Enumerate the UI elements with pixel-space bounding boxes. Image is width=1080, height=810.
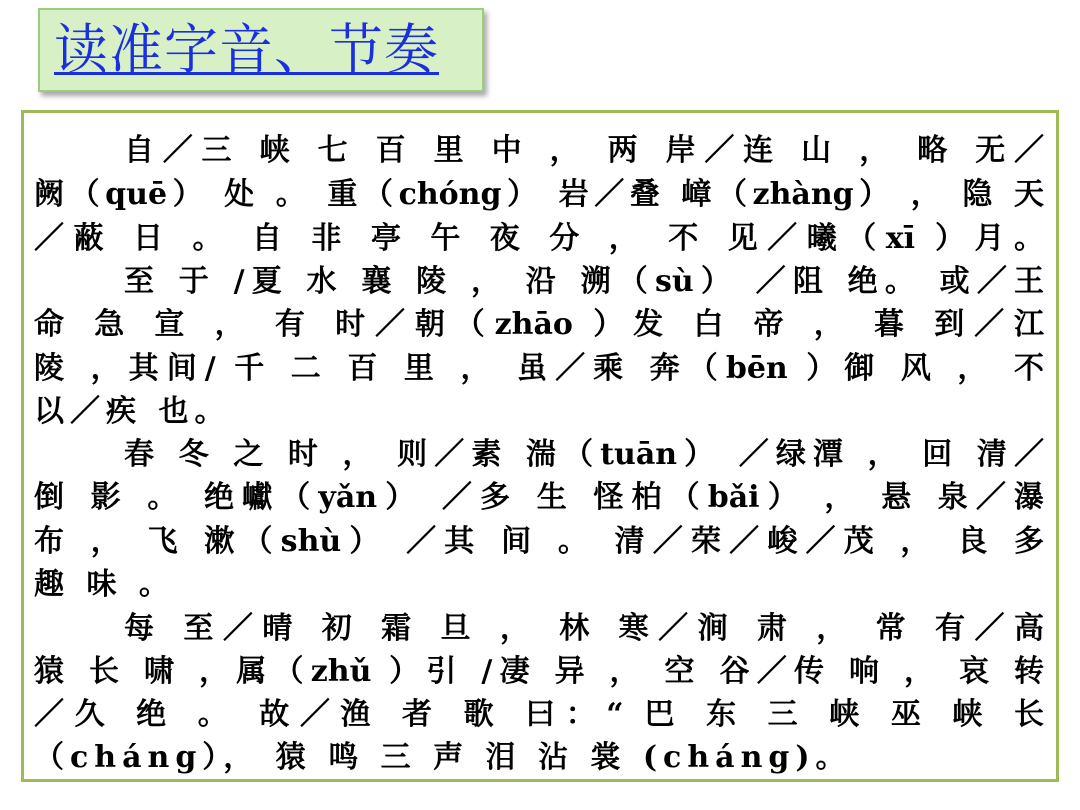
- text-line: 布 ， 飞 漱（shù） ／其 间 。 清／荣／峻／茂 ， 良 多: [34, 524, 1044, 559]
- text-line: 命 急 宣 ， 有 时／朝（zhāo ）发 白 帝 ， 暮 到／江: [34, 307, 1044, 342]
- text-line: 猿 长 啸 ，属（zhǔ ）引 /凄 异 ， 空 谷／传 响 ， 哀 转: [34, 654, 1044, 689]
- text-box: [21, 110, 1059, 782]
- title-box: [38, 8, 484, 92]
- text-line: 春 冬 之 时 ， 则／素 湍（tuān） ／绿潭 ， 回 清／: [124, 437, 1044, 472]
- text-line: 阙（quē） 处 。 重（chóng） 岩／叠 嶂（zhàng） ， 隐 天: [34, 177, 1044, 212]
- text-line: 以／疾 也。: [34, 394, 231, 429]
- slide-title[interactable]: 读准字音、节奏: [54, 18, 439, 81]
- text-line: 倒 影 。 绝巘（yǎn） ／多 生 怪柏（bǎi） ， 悬 泉／瀑: [34, 480, 1044, 515]
- text-line: 每 至／晴 初 霜 旦 ， 林 寒／涧 肃 ， 常 有／高: [124, 611, 1044, 646]
- text-line: 自／三 峡 七 百 里 中 ， 两 岸／连 山 ， 略 无／: [124, 133, 1044, 168]
- text-line: 趣 味 。: [34, 567, 175, 602]
- text-line: ／久 绝 。 故／渔 者 歌 曰：“ 巴 东 三 峡 巫 峡 长: [34, 697, 1044, 732]
- text-line: （cháng）， 猿 鸣 三 声 泪 沾 裳 (cháng)。: [34, 740, 852, 775]
- text-line: ／蔽 日 。 自 非 亭 午 夜 分 ， 不 见／曦（xī ）月。: [34, 221, 1044, 256]
- text-line: 至 于 /夏 水 襄 陵 ， 沿 溯（sù） ／阻 绝。 或／王: [124, 264, 1044, 299]
- text-line: 陵 ，其间/ 千 二 百 里 ， 虽／乘 奔（bēn ）御 风 ， 不: [34, 351, 1044, 386]
